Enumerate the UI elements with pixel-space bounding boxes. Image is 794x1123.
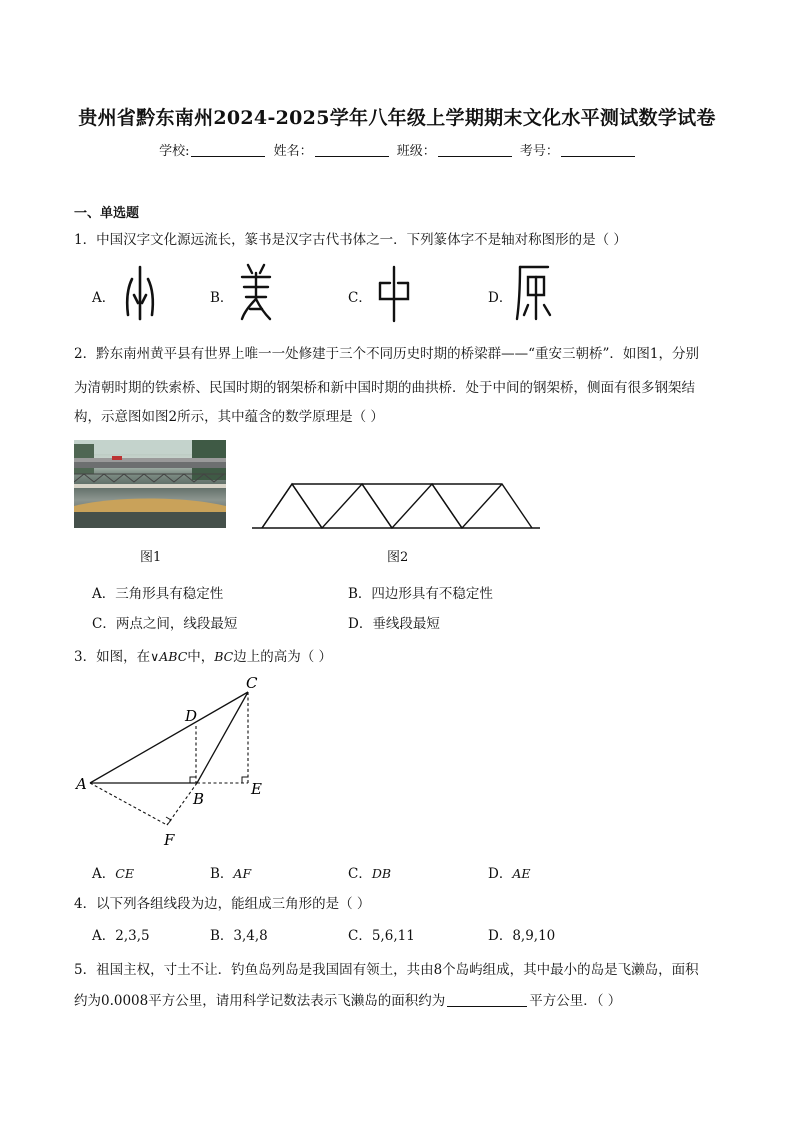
q2-option-a: A．三角形具有稳定性 xyxy=(92,586,224,602)
q2-line2: 为清朝时期的铁索桥、民国时期的钢架桥和新中国时期的曲拱桥．处于中间的钢架桥，侧面有很多钢架结 xyxy=(74,380,695,396)
q5-line1: 5．祖国主权，寸土不让．钓鱼岛列岛是我国固有领土，共由8个岛屿组成，其中最小的岛是飞濑岛，面积 xyxy=(74,962,699,978)
q4-option-a-key: A． xyxy=(92,928,116,944)
q2-option-d: D．垂线段最短 xyxy=(348,616,440,632)
class-label: 班级： xyxy=(396,144,436,159)
q1-option-c: C． xyxy=(348,290,372,306)
q3-label-a: A xyxy=(76,775,87,793)
figure2-caption: 图2 xyxy=(387,550,409,565)
q4-option-c xyxy=(348,924,415,944)
q1-seal-char-d xyxy=(514,265,554,321)
q4-option-b xyxy=(210,924,268,944)
q4-option-a xyxy=(92,924,150,944)
q3-label-d: D xyxy=(185,707,198,725)
q1-text: 1．中国汉字文化源远流长，篆书是汉字古代书体之一．下列篆体字不是轴对称图形的是（ ） xyxy=(74,232,627,248)
q3-option-a-key: A． xyxy=(92,866,116,882)
q4-text: 4．以下列各组线段为边，能组成三角形的是（ ） xyxy=(74,896,371,912)
name-label: 姓名： xyxy=(273,144,313,159)
q4-option-d-key: D． xyxy=(488,928,513,944)
q4-option-c-key: C． xyxy=(348,928,372,944)
q2-line1: 2．黔东南州黄平县有世界上唯一一处修建于三个不同历史时期的桥梁群——“重安三朝桥”．如图1，分别 xyxy=(74,346,699,362)
section-header: 一、单选题 xyxy=(74,206,140,221)
q4-option-b-key: B． xyxy=(210,928,234,944)
q2-option-c: C．两点之间，线段最短 xyxy=(92,616,238,632)
q1-option-b: B． xyxy=(210,290,234,306)
q3-label-b: B xyxy=(193,790,205,808)
q3-option-d-value: AE xyxy=(512,866,531,881)
q3-triangle: ∨ABC xyxy=(150,649,188,664)
exam-title: 贵州省黔东南州2024-2025学年八年级上学期期末文化水平测试数学试卷 xyxy=(78,107,716,129)
q2-option-b: B．四边形具有不稳定性 xyxy=(348,586,493,602)
q4-option-d xyxy=(488,924,555,944)
q3-text-b: 中， xyxy=(187,649,215,665)
exam-no-blank xyxy=(561,144,635,157)
q3-option-b xyxy=(210,862,251,882)
q5-line2 xyxy=(74,989,621,1009)
q4-option-d-value: 8,9,10 xyxy=(512,928,556,944)
bridge-photo xyxy=(74,440,226,528)
figure1-caption: 图1 xyxy=(140,550,162,565)
q3-option-d xyxy=(488,862,530,882)
truss-diagram xyxy=(250,478,544,532)
q3-label-f: F xyxy=(164,831,175,849)
q5-answer-blank xyxy=(447,993,527,1007)
q3-option-b-value: AF xyxy=(233,866,252,881)
q3-option-c-value: DB xyxy=(371,866,392,881)
q4-option-b-value: 3,4,8 xyxy=(233,928,268,944)
q5-line2-b: 平方公里．（ ） xyxy=(529,993,622,1009)
q1-seal-char-b xyxy=(238,263,274,323)
q3-option-a xyxy=(92,862,134,882)
class-blank xyxy=(438,144,512,157)
q3-text xyxy=(74,645,332,665)
q3-option-c xyxy=(348,862,391,882)
q1-option-a: A． xyxy=(92,290,116,306)
bridge-photo-drawing xyxy=(74,440,226,528)
school-label: 学校: xyxy=(159,144,190,159)
q3-option-c-key: C． xyxy=(348,866,372,882)
q3-option-d-key: D． xyxy=(488,866,513,882)
q3-bc: BC xyxy=(214,649,234,664)
q4-option-c-value: 5,6,11 xyxy=(371,928,415,944)
exam-no-label: 考号： xyxy=(519,144,559,159)
q3-label-e: E xyxy=(251,780,262,798)
student-info-row xyxy=(0,140,794,159)
q1-option-d: D． xyxy=(488,290,513,306)
q3-option-b-key: B． xyxy=(210,866,234,882)
q2-line3: 构，示意图如图2所示，其中蕴含的数学原理是（ ） xyxy=(74,409,384,425)
q3-triangle-diagram xyxy=(70,670,280,850)
q3-label-c: C xyxy=(246,674,258,692)
q5-line2-a: 约为0.0008平方公里，请用科学记数法表示飞濑岛的面积约为 xyxy=(74,993,446,1009)
q1-seal-char-c xyxy=(376,265,412,323)
q4-option-a-value: 2,3,5 xyxy=(115,928,150,944)
q3-text-a: 3．如图，在 xyxy=(74,649,151,665)
q3-text-c: 边上的高为（ ） xyxy=(233,649,333,665)
name-blank xyxy=(315,144,389,157)
q1-seal-char-a xyxy=(122,265,158,321)
q3-option-a-value: CE xyxy=(115,866,134,881)
school-blank xyxy=(191,144,265,157)
